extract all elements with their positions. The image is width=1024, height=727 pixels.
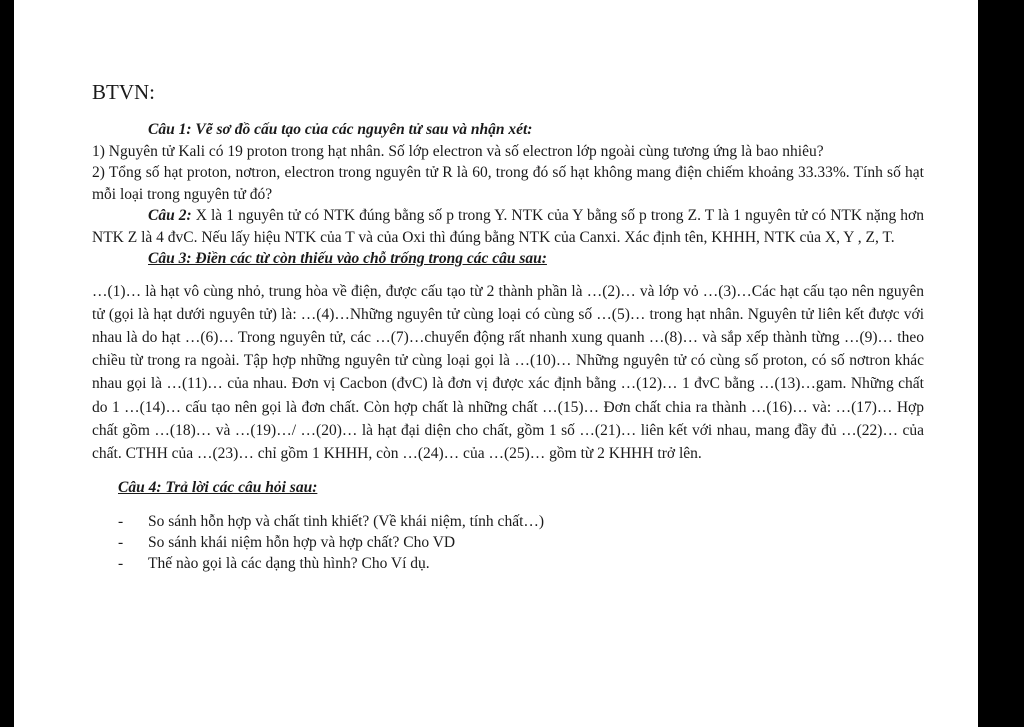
bullet-marker: - [118,534,124,552]
q2-text: X là 1 nguyên tử có NTK đúng bằng số p trong Y. NTK của Y bằng số p trong Z. T là 1 nguyên tử có NTK nặng hơn NTK Z là 4 đvC. Nếu lấy hiệu NTK của T và của Oxi thì đúng bằng NTK của Canxi. Xác định tên, KHHH, NTK của X, Y , Z, T. [92,207,924,246]
bullet-marker: - [118,555,124,573]
q1-heading: Câu 1: Vẽ sơ đồ cấu tạo của các nguyên tử sau và nhận xét: [148,121,533,138]
list-item-text: So sánh hỗn hợp và chất tinh khiết? (Về khái niệm, tính chất…) [148,513,545,531]
q2-paragraph [92,205,924,248]
list-item-text: So sánh khái niệm hỗn hợp và hợp chất? Cho VD [148,534,456,552]
list-item [92,532,924,553]
list-item [92,553,924,574]
q3-text: …(1)… là hạt vô cùng nhỏ, trung hòa về điện, được cấu tạo từ 2 thành phần là …(2)… và lớp vỏ …(3)…Các hạt cấu tạo nên nguyên tử (gọi là hạt dưới nguyên tử) là: …(4)…Những nguyên tử cùng loại có cùng số …(5)… trong hạt nhân. Nguyên tử liên kết được với nhau là do hạt …(6)… Trong nguyên tử, các …(7)…chuyển động rất nhanh xung quanh …(8)… và sắp xếp thành từng …(9)… theo chiều từ trong ra ngoài. Tập hợp những nguyên tử cùng loại gọi là …(10)… Những nguyên tử có cùng số proton, có số nơtron khác nhau gọi là …(11)… của nhau. Đơn vị Cacbon (đvC) là đơn vị được xác định bằng …(12)… 1 đvC bằng …(13)…gam. Những chất do 1 …(14)… cấu tạo nên gọi là đơn chất. Còn hợp chất là những chất …(15)… Đơn chất chia ra thành …(16)… và: …(17)… Hợp chất gồm …(18)… và …(19)…/ …(20)… là hạt đại diện cho chất, gồm 1 số …(21)… liên kết với nhau, mang đầy đủ …(22)… của chất. CTHH của …(23)… chỉ gồm 1 KHHH, còn …(24)… của …(25)… gồm từ 2 KHHH trở lên. [92,282,924,462]
list-item-text: Thế nào gọi là các dạng thù hình? Cho Ví dụ. [148,555,430,573]
document-page [14,0,978,727]
q4-list [92,511,924,574]
document-content [92,80,924,574]
q3-heading: Câu 3: Điền các từ còn thiếu vào chỗ trống trong các câu sau: [148,250,547,267]
bullet-marker: - [118,513,124,531]
page-title: BTVN: [92,80,155,104]
q4-heading: Câu 4: Trả lời các câu hỏi sau: [118,479,318,497]
q1-item-2: 2) Tổng số hạt proton, nơtron, electron trong nguyên tử R là 60, trong đó số hạt không mang điện chiếm khoảng 33.33%. Tính số hạt mỗi loại trong nguyên tử đó? [92,164,924,203]
q2-label: Câu 2: [148,207,192,224]
q1-item-1: 1) Nguyên tử Kali có 19 proton trong hạt nhân. Số lớp electron và số electron lớp ngoài cùng tương ứng là bao nhiêu? [92,142,824,160]
list-item [92,511,924,532]
